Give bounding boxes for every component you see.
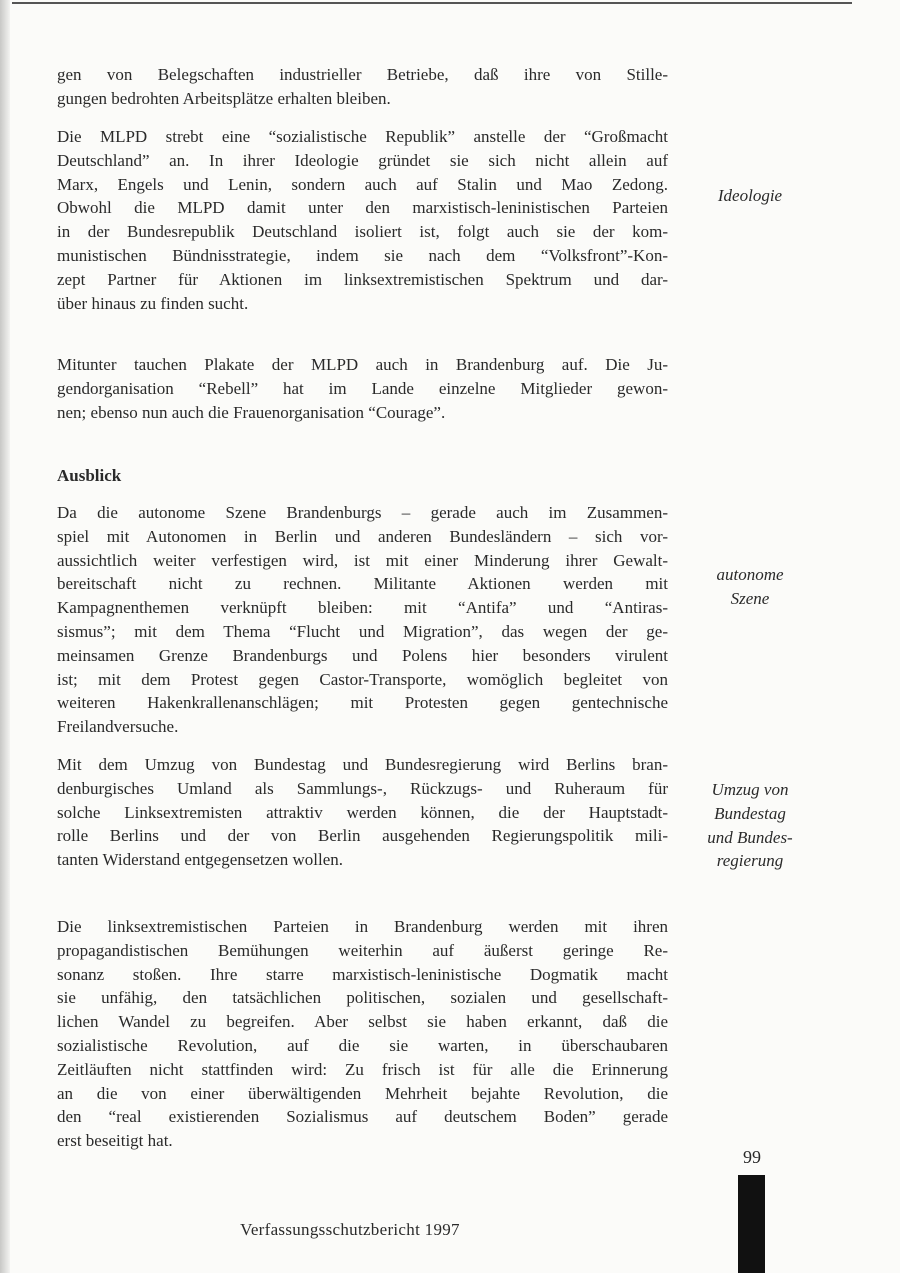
text-line: zept Partner für Aktionen im linksextremistischen Spektrum und dar- (57, 269, 668, 289)
text-line: spiel mit Autonomen in Berlin und anderen Bundesländern – sich vor- (57, 526, 668, 546)
text-line: Freilandversuche. (57, 717, 179, 737)
margin-note-line: regierung (716, 851, 784, 871)
text-line: gen von Belegschaften industrieller Betriebe, daß ihre von Stille- (57, 65, 668, 84)
text-line: aussichtlich weiter verfestigen wird, ist mit einer Minderung ihrer Gewalt- (57, 550, 668, 570)
text-line: sonanz stoßen. Ihre starre marxistisch-leninistische Dogmatik macht (57, 964, 668, 984)
section-heading: Ausblick (57, 466, 122, 485)
text-line: denburgisches Umland als Sammlungs-, Rückzugs- und Ruheraum für (57, 778, 668, 798)
text-line: Da die autonome Szene Brandenburgs – gerade auch im Zusammen- (57, 503, 668, 522)
text-line: Die MLPD strebt eine “sozialistische Republik” anstelle der “Großmacht (57, 127, 668, 146)
text-line: gungen bedrohten Arbeitsplätze erhalten bleiben. (57, 88, 391, 108)
margin-note-line: Umzug von (711, 780, 789, 799)
text-line: den “real existierenden Sozialismus auf deutschem Boden” gerade (57, 1107, 668, 1127)
text-line: in der Bundesrepublik Deutschland isoliert ist, folgt auch sie der kom- (57, 222, 668, 242)
thumb-index-bar (738, 1175, 765, 1273)
page-footer: Verfassungsschutzbericht 1997 (240, 1220, 460, 1239)
text-line: über hinaus zu finden sucht. (57, 293, 249, 313)
text-line: propagandistischen Bemühungen weiterhin auf äußerst geringe Re- (57, 940, 668, 960)
margin-note-line: und Bundes- (707, 827, 793, 847)
text-line: nen; ebenso nun auch die Frauenorganisation “Courage”. (57, 402, 446, 422)
paragraph (57, 125, 668, 315)
top-rule (12, 2, 852, 4)
text-line: sozialistische Revolution, auf die sie warten, in überschaubaren (57, 1035, 668, 1055)
text-line: Obwohl die MLPD damit unter den marxistisch-leninistischen Parteien (57, 198, 668, 218)
text-line: Kampagnenthemen verknüpft bleiben: mit “Antifa” und “Antiras- (57, 598, 668, 618)
text-line: Deutschland” an. In ihrer Ideologie gründet sie sich nicht allein auf (57, 150, 668, 170)
text-line: Mitunter tauchen Plakate der MLPD auch in Brandenburg auf. Die Ju- (57, 355, 668, 374)
text-line: rolle Berlins und der von Berlin ausgehenden Regierungspolitik mili- (57, 826, 668, 846)
text-line: sie unfähig, den tatsächlichen politischen, sozialen und gesellschaft- (57, 988, 668, 1008)
text-line: Mit dem Umzug von Bundestag und Bundesregierung wird Berlins bran- (57, 755, 668, 774)
text-line: weiteren Hakenkrallenanschlägen; mit Protesten gegen gentechnische (57, 693, 668, 713)
paragraph (57, 63, 668, 111)
margin-note-line: Bundestag (714, 803, 786, 823)
margin-note-line: Ideologie (717, 186, 783, 205)
page-number: 99 (743, 1147, 761, 1167)
text-line: munistischen Bündnisstrategie, indem sie nach dem “Volksfront”-Kon- (57, 245, 668, 265)
text-line: meinsamen Grenze Brandenburgs und Polens hier besonders virulent (57, 645, 668, 665)
text-line: tanten Widerstand entgegensetzen wollen. (57, 850, 344, 870)
text-line: sismus”; mit dem Thema “Flucht und Migration”, das wegen der ge- (57, 621, 668, 641)
text-line: an die von einer überwältigenden Mehrheit bejahte Revolution, die (57, 1083, 668, 1103)
text-line: Zeitläuften nicht stattfinden wird: Zu frisch ist für alle die Erinnerung (57, 1059, 668, 1079)
text-line: Die linksextremistischen Parteien in Brandenburg werden mit ihren (57, 917, 668, 936)
text-line: gendorganisation “Rebell” hat im Lande einzelne Mitglieder gewon- (57, 378, 668, 398)
paragraph (57, 753, 668, 872)
text-line: erst beseitigt hat. (57, 1131, 173, 1151)
margin-note-autonome-szene (690, 563, 810, 611)
margin-note-ideologie (690, 184, 810, 208)
scan-edge (0, 0, 10, 1273)
paragraph (57, 501, 668, 739)
paragraph (57, 353, 668, 424)
margin-note-line: Szene (730, 588, 770, 608)
margin-note-line: autonome (716, 565, 784, 584)
text-line: ist; mit dem Protest gegen Castor-Transporte, womöglich begleitet von (57, 669, 668, 689)
text-line: bereitschaft nicht zu rechnen. Militante Aktionen werden mit (57, 574, 668, 594)
text-line: solche Linksextremisten attraktiv werden können, die der Hauptstadt- (57, 802, 668, 822)
text-line: Marx, Engels und Lenin, sondern auch auf Stalin und Mao Zedong. (57, 174, 668, 194)
margin-note-umzug (690, 778, 810, 873)
paragraph (57, 915, 668, 1153)
text-line: lichen Wandel zu begreifen. Aber selbst sie haben erkannt, daß die (57, 1012, 668, 1032)
